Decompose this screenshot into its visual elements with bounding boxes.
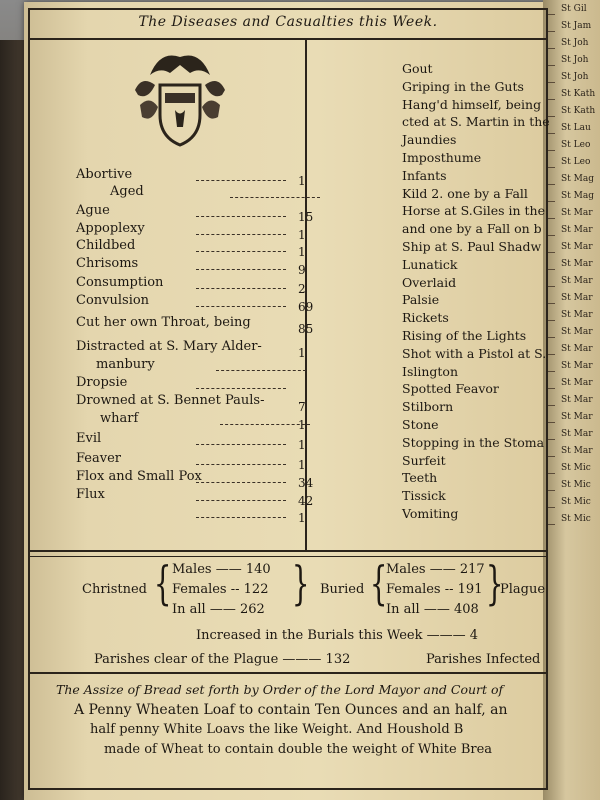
parish-entry: St Mar [561,361,593,371]
leader-line [196,234,286,235]
disease-entry-right: Islington [402,363,458,379]
disease-entry-right: and one by a Fall on b [402,221,542,237]
disease-entry-right: Kild 2. one by a Fall [402,185,528,201]
disease-entry-right: Imposthume [402,150,482,165]
parish-entry: St Mic [561,497,591,507]
disease-entry-right: Infants [402,167,447,183]
parish-rule [547,14,555,15]
parish-rule [547,507,555,508]
plague-label: Plague [500,582,546,597]
disease-entry-right: Tissick [402,488,446,504]
parish-rule [547,303,555,304]
disease-name: Convulsion [76,293,150,308]
disease-entry [76,316,251,330]
parish-rule [547,456,555,457]
disease-entry [76,204,110,218]
brace-left-icon: { [369,556,388,610]
leader-line [230,197,320,198]
leader-line [196,216,286,217]
disease-entry [76,376,127,390]
disease-entry [76,340,262,354]
leader-line [196,180,286,181]
disease-entry [76,470,202,484]
parish-entry: St Lau [561,123,591,133]
disease-entry-right: Rising of the Lights [402,328,527,343]
parish-rule [547,439,555,440]
disease-count: 1 [298,346,306,360]
buried-total: In all —— 408 [386,602,479,617]
parish-rule [547,235,555,236]
parish-entry: St Mar [561,378,593,388]
assize-rule [28,672,548,674]
disease-count: 15 [298,210,314,224]
disease-count: 1 [298,458,306,472]
disease-count: 85 [298,322,314,336]
disease-entry [100,412,138,426]
assize-line-4: made of Wheat to contain double the weight of White Brea [104,742,493,757]
disease-entry [76,432,101,446]
parish-entry: St Mar [561,276,593,286]
parish-rule [547,524,555,525]
parish-entry: St Mar [561,242,593,252]
disease-name: Evil [76,431,102,446]
brace-right-icon: } [485,556,504,610]
christned-males: Males —— 140 [172,562,271,577]
disease-count: 34 [298,476,314,490]
parish-entry: St Mar [561,293,593,303]
disease-entry [76,239,135,253]
disease-entry [76,294,149,308]
disease-name: Distracted at S. Mary Alder- [76,339,262,354]
parish-rule [547,201,555,202]
leader-line [196,500,286,501]
parish-rule [547,337,555,338]
disease-entry-right: Stopping in the Stoma [402,434,545,450]
parish-rule [547,218,555,219]
parishes-infected: Parishes Infected [426,652,541,667]
facing-page [543,0,600,800]
disease-count: 1 [298,245,306,259]
disease-entry-right: Gout [402,61,433,76]
disease-entry-right: cted at S. Martin in the [402,114,550,130]
disease-entry [76,488,105,502]
parish-entry: St Mar [561,225,593,235]
coat-of-arms-icon [130,45,230,155]
summary-rule [28,550,548,552]
parish-entry: St Mar [561,412,593,422]
parish-entry: St Mar [561,208,593,218]
parish-entry: St Mar [561,344,593,354]
disease-name: Cut her own Throat, being [76,315,251,330]
parish-rule [547,490,555,491]
parish-rule [547,133,555,134]
parish-entry: St Joh [561,38,589,48]
disease-entry [96,358,155,372]
disease-entry-right: Ship at S. Paul Shadw [402,239,542,254]
buried-males: Males —— 217 [386,562,485,577]
parish-entry: St Mag [561,191,594,201]
leader-line [196,251,286,252]
parish-entry: St Mar [561,327,593,337]
parish-entry: St Joh [561,55,589,65]
parish-entry: St Mar [561,395,593,405]
disease-count: 1 [298,174,306,188]
christned-label: Christned [82,582,147,597]
parish-entry: St Mic [561,463,591,473]
page-title: The Diseases and Casualties this Week. [138,14,438,30]
disease-entry-right: Hang'd himself, being [402,96,542,112]
parish-rule [547,252,555,253]
disease-entry [76,394,264,408]
disease-entry [76,222,145,236]
parish-entry: St Jam [561,21,592,31]
disease-entry-right: Spotted Feavor [402,381,499,397]
leader-line [196,517,286,518]
parish-entry: St Mag [561,174,594,184]
leader-line [196,306,286,307]
parish-rule [547,354,555,355]
brace-left-icon: { [153,556,172,610]
parish-entry: St Leo [561,157,591,167]
parish-rule [547,48,555,49]
disease-count: 42 [298,494,314,508]
parish-rule [547,269,555,270]
disease-name: Appoplexy [76,221,145,236]
assize-title: The Assize of Bread set forth by Order of the Lord Mayor and Court of [56,682,504,697]
summary-rule-thin [28,556,548,557]
parish-entry: St Gil [561,4,587,14]
disease-name: Flox and Small Pox [76,469,202,484]
christned-females: Females -- 122 [172,582,269,597]
disease-entry-right: Rickets [402,310,449,326]
parish-entry: St Leo [561,140,591,150]
leader-line [196,444,286,445]
buried-label: Buried [320,582,365,597]
disease-entry-right: Horse at S.Giles in the [402,203,545,219]
parish-entry: St Mar [561,429,593,439]
disease-name: Aged [110,184,144,199]
assize-line-2: A Penny Wheaten Loaf to contain Ten Ounces and an half, an [74,702,508,718]
header-rule [28,38,548,40]
disease-entry [76,276,163,290]
parish-rule [547,405,555,406]
disease-count: 1 [298,511,306,525]
leader-line [196,288,286,289]
disease-entry [76,452,121,466]
disease-count: 1 [298,438,306,452]
increase-line: Increased in the Burials this Week ——— 4 [196,628,479,643]
leader-line [196,482,286,483]
disease-count: 2 [298,282,306,296]
leader-line [216,370,306,371]
disease-name: manbury [96,357,155,372]
parish-entry: St Mic [561,514,591,524]
parishes-clear: Parishes clear of the Plague ——— 132 [94,652,351,667]
parish-rule [547,82,555,83]
disease-entry [76,168,132,182]
parish-rule [547,371,555,372]
leader-line [220,424,310,425]
disease-name: Childbed [76,238,136,253]
parish-rule [547,422,555,423]
disease-entry-right: Palsie [402,292,440,308]
disease-entry-right: Shot with a Pistol at S. [402,345,547,361]
disease-entry [76,257,138,271]
leader-line [196,388,286,389]
disease-entry [110,185,144,199]
parish-entry: St Mar [561,310,593,320]
disease-name: Feaver [76,451,122,466]
leader-line [196,464,286,465]
disease-name: Abortive [76,167,133,182]
disease-entry-right: Stone [402,417,439,432]
christned-total: In all —— 262 [172,602,265,617]
parish-rule [547,320,555,321]
disease-entry-right: Surfeit [402,452,446,468]
disease-entry-right: Griping in the Guts [402,78,524,94]
disease-entry-right: Stilborn [402,399,454,415]
disease-count: 1 [298,228,306,242]
disease-count: 69 [298,300,314,314]
parish-rule [547,65,555,66]
disease-name: Chrisoms [76,256,139,271]
disease-entry-right: Lunatick [402,256,458,272]
disease-name: Consumption [76,275,164,290]
assize-line-3: half penny White Loavs the like Weight. And Houshold B [90,722,464,737]
disease-entry-right: Vomiting [402,506,459,521]
parish-rule [547,388,555,389]
buried-females: Females -- 191 [386,582,483,597]
parish-entry: St Mar [561,259,593,269]
disease-count: 9 [298,263,306,277]
parish-rule [547,31,555,32]
disease-name: Flux [76,487,105,502]
disease-name: Ague [76,203,110,218]
parish-entry: St Kath [561,106,596,116]
disease-count: 7 [298,400,306,414]
parish-rule [547,473,555,474]
leader-line [196,269,286,270]
parish-entry: St Mic [561,480,591,490]
brace-right-icon: } [291,556,310,610]
disease-name: Dropsie [76,375,128,390]
disease-name: Drowned at S. Bennet Pauls- [76,393,265,408]
parish-rule [547,99,555,100]
parish-rule [547,150,555,151]
disease-entry-right: Teeth [402,470,438,486]
parish-rule [547,167,555,168]
parish-rule [547,184,555,185]
disease-entry-right: Jaundies [402,132,457,148]
disease-entry-right: Overlaid [402,274,457,290]
parish-entry: St Mar [561,446,593,456]
disease-name: wharf [100,411,139,426]
parish-rule [547,286,555,287]
parish-entry: St Joh [561,72,589,82]
disease-count: 1 [298,418,306,432]
parish-entry: St Kath [561,89,596,99]
